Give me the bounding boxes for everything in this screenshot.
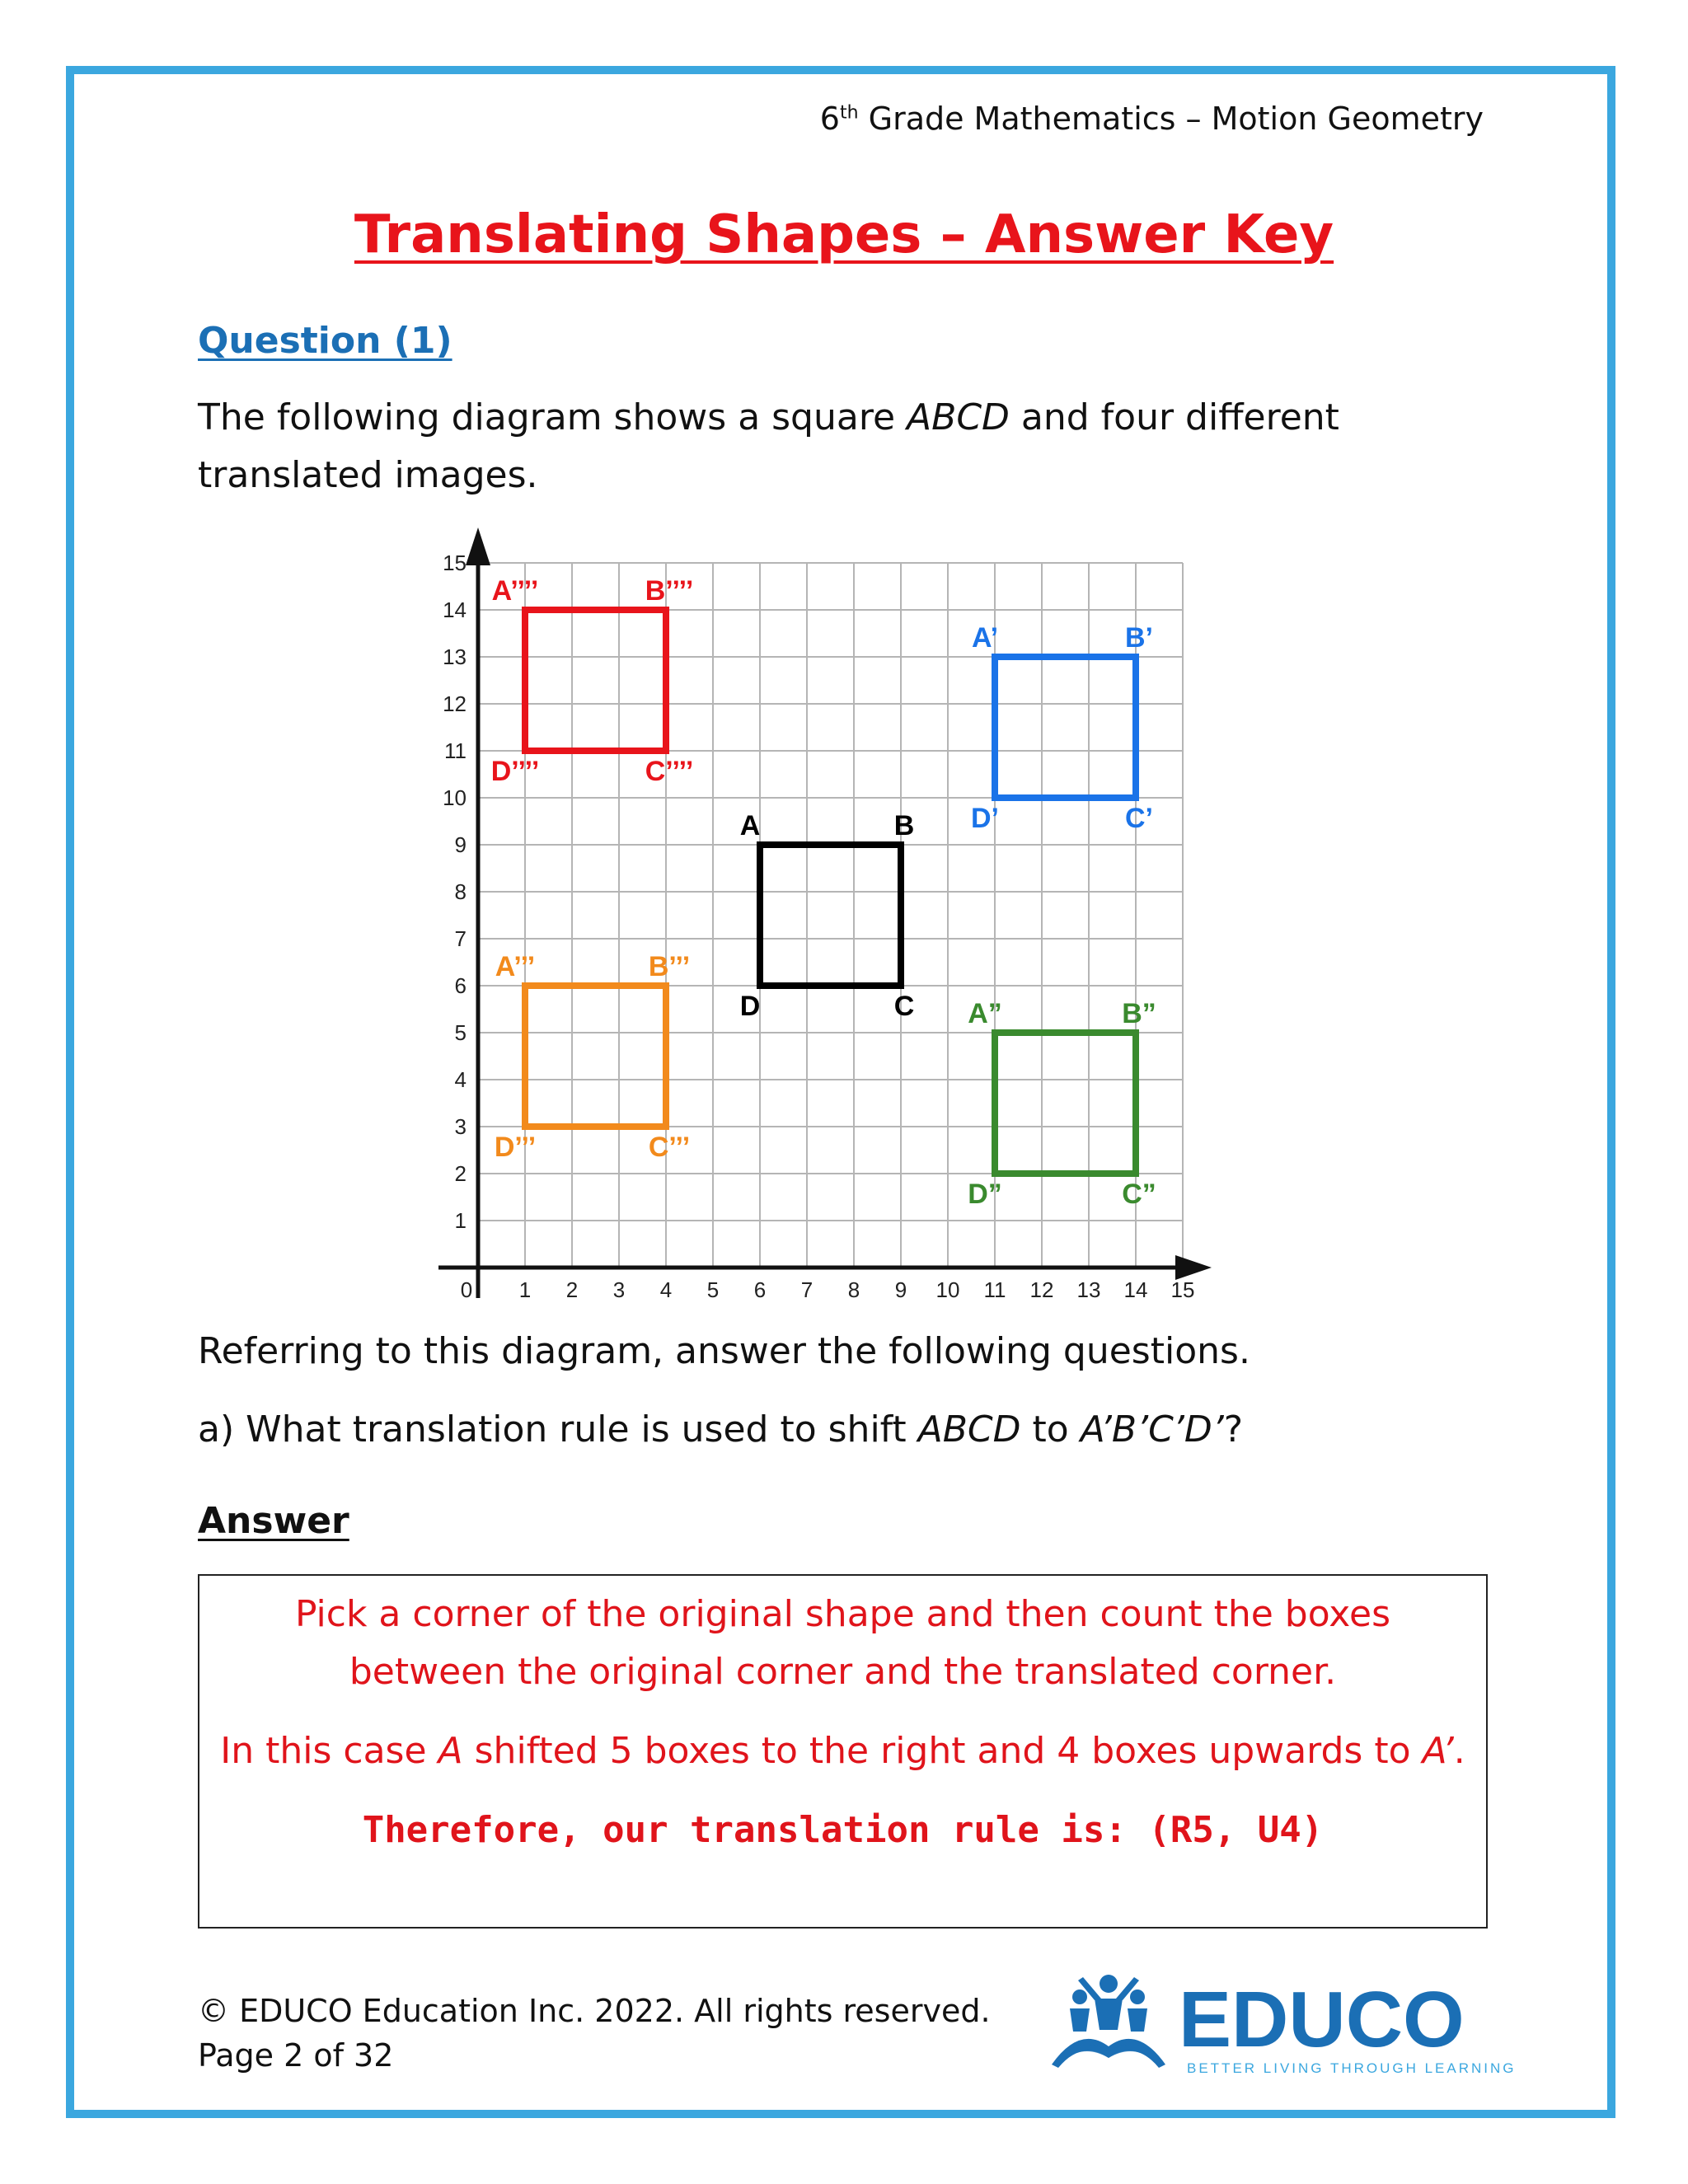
logo-wordmark: EDUCO (1179, 1975, 1465, 2064)
x-tick-label: 12 (1029, 1277, 1054, 1302)
intro-text-start: The following diagram shows a square (198, 396, 907, 438)
x-tick-label: 6 (753, 1277, 767, 1302)
y-tick-label: 4 (454, 1067, 467, 1092)
square-apbpcpdp (995, 657, 1136, 798)
x-tick-label: 7 (800, 1277, 814, 1302)
answer-heading: Answer (198, 1500, 349, 1542)
vertex-label: D’ (971, 803, 999, 834)
x-tick-label: 3 (612, 1277, 626, 1302)
square-abcd (760, 845, 901, 986)
y-tick-label: 2 (454, 1161, 467, 1186)
grid-lines (478, 563, 1183, 1268)
vertex-label: B’’’ (648, 951, 691, 982)
x-tick-label: 11 (983, 1277, 1006, 1302)
x-tick-label: 13 (1076, 1277, 1101, 1302)
answer-line-2-mid: shifted 5 boxes to the right and 4 boxes upwards to (462, 1730, 1423, 1772)
x-tick-label: 15 (1170, 1277, 1195, 1302)
vertex-label: A (739, 810, 761, 841)
vertex-label: D’’’ (494, 1132, 537, 1163)
answer-line-2-start: In this case (220, 1730, 438, 1772)
answer-point-a-prime: A’ (1422, 1730, 1454, 1772)
vertex-label: A’ (971, 622, 999, 654)
y-tick-label: 1 (454, 1208, 467, 1233)
vertex-label: A’’’ (495, 951, 536, 982)
educo-logo (1047, 1966, 1517, 2081)
y-tick-label: 9 (454, 832, 467, 857)
vertex-label: B’ (1125, 622, 1153, 654)
y-tick-label: 14 (443, 598, 467, 622)
y-tick-label: 13 (443, 644, 467, 669)
x-tick-label: 1 (518, 1277, 532, 1302)
answer-line-2 (216, 1722, 1470, 1780)
vertex-label: B (893, 810, 915, 841)
question-part-a (198, 1401, 1243, 1459)
part-a-image-shape: A’B’C’D’ (1080, 1408, 1224, 1451)
logo-tagline: BETTER LIVING THROUGH LEARNING (1187, 2060, 1517, 2076)
vertex-label: C (893, 991, 915, 1022)
vertex-label: B’’’’ (645, 575, 694, 607)
vertex-label: C’’’ (648, 1132, 691, 1163)
vertex-label: C’’’’ (645, 756, 694, 787)
y-tick-label: 7 (454, 926, 467, 951)
x-tick-label: 5 (706, 1277, 720, 1302)
part-a-text-mid: to (1020, 1408, 1081, 1451)
page-title: Translating Shapes – Answer Key (354, 204, 1334, 265)
x-tick-label: 2 (565, 1277, 579, 1302)
header-subject: Grade Mathematics – Motion Geometry (858, 101, 1484, 137)
vertex-label: D’’’’ (490, 756, 540, 787)
part-a-text-start: a) What translation rule is used to shift (198, 1408, 918, 1451)
page-number: Page 2 of 32 (198, 2037, 394, 2074)
square-appbppcppdpp (995, 1033, 1136, 1174)
answer-point-a: A (438, 1730, 463, 1772)
y-tick-label: 5 (454, 1020, 467, 1045)
intro-shape-name: ABCD (907, 396, 1010, 438)
y-tick-label: 12 (443, 691, 467, 716)
vertex-label: B” (1122, 998, 1156, 1029)
answer-conclusion: Therefore, our translation rule is: (R5, U4) (362, 1809, 1324, 1851)
header-grade-number: 6 (819, 101, 840, 137)
y-tick-label: 6 (454, 973, 467, 998)
part-a-original-shape: ABCD (917, 1408, 1021, 1451)
y-tick-label: 10 (443, 785, 467, 810)
answer-line-2-end: . (1453, 1730, 1465, 1772)
vertex-label: D (739, 991, 761, 1022)
question-heading: Question (1) (198, 320, 452, 362)
y-tick-label: 15 (443, 551, 467, 575)
y-axis-arrow (466, 527, 490, 565)
y-tick-label: 8 (454, 879, 467, 904)
vertex-label: A” (968, 998, 1002, 1029)
x-tick-label: 4 (659, 1277, 673, 1302)
header-grade-suffix: th (839, 102, 859, 124)
logo-emblem-icon (1052, 1975, 1165, 2068)
x-tick-label: 0 (460, 1277, 473, 1302)
x-tick-label: 8 (847, 1277, 860, 1302)
intro-text-line2: translated images. (198, 454, 538, 496)
square-appppbppppcppppdpppp (525, 610, 666, 751)
x-tick-label: 9 (894, 1277, 907, 1302)
vertex-label: C” (1122, 1179, 1156, 1210)
x-axis-arrow (1175, 1255, 1212, 1280)
vertex-label: D” (968, 1179, 1002, 1210)
answer-line-1: Pick a corner of the original shape and then count the boxes between the original corner and the translated corner. (294, 1593, 1390, 1693)
axis-tick-labels (443, 551, 1194, 1302)
y-tick-label: 11 (444, 738, 467, 763)
x-tick-label: 14 (1123, 1277, 1148, 1302)
answer-box (198, 1574, 1488, 1929)
axes (438, 527, 1212, 1298)
square-apppbpppcpppdppp (525, 986, 666, 1127)
part-a-text-end: ? (1223, 1408, 1244, 1451)
referring-text: Referring to this diagram, answer the following questions. (198, 1330, 1250, 1372)
x-tick-label: 10 (935, 1277, 960, 1302)
vertex-label: C’ (1125, 803, 1153, 834)
vertex-label: A’’’’ (491, 575, 539, 607)
y-tick-label: 3 (454, 1114, 467, 1139)
copyright-text: © EDUCO Education Inc. 2022. All rights reserved. (198, 1993, 991, 2029)
intro-text-end: and four different (1009, 396, 1339, 438)
